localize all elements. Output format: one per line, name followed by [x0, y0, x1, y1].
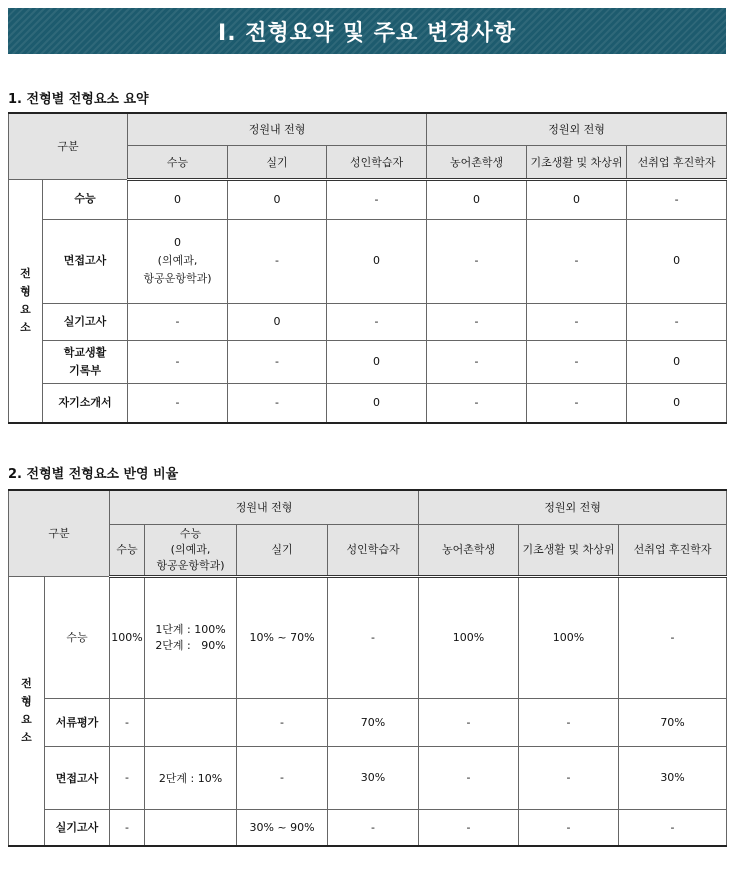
- column-header-line: 선취업 후진학자: [633, 542, 712, 556]
- side-label-char: 형: [21, 694, 32, 708]
- group-in-header: 정원내 전형: [128, 113, 427, 145]
- table-cell: -: [328, 576, 419, 698]
- side-label-char: 전: [20, 266, 31, 280]
- table-cell-empty: [145, 809, 237, 846]
- column-header: 성인학습자: [327, 145, 427, 179]
- cell-line: (의예과,: [157, 254, 198, 267]
- table-cell: -: [419, 746, 519, 809]
- page-banner: [8, 8, 726, 54]
- gubun-header: 구분: [9, 113, 128, 179]
- section1-title: 1. 전형별 전형요소 요약: [8, 92, 149, 107]
- table-cell: -: [237, 698, 328, 746]
- table-cell: [327, 340, 427, 383]
- column-header: [237, 524, 328, 576]
- cell-line: 0: [174, 236, 182, 249]
- cell-line: 0: [174, 192, 182, 206]
- table-cell: -: [519, 746, 619, 809]
- table-cell: [128, 340, 228, 383]
- table-cell: [627, 383, 727, 423]
- row-label: 서류평가: [45, 698, 110, 746]
- column-header-line: (의예과,: [170, 542, 211, 556]
- column-header: 실기: [228, 145, 327, 179]
- cell-line: -: [175, 354, 180, 368]
- table-cell: 100%: [519, 576, 619, 698]
- table-cell: 10% ~ 70%: [237, 576, 328, 698]
- column-header: [619, 524, 727, 576]
- table-cell: [427, 179, 527, 219]
- column-header-line: 성인학습자: [346, 542, 400, 556]
- table-cell: 70%: [328, 698, 419, 746]
- table-cell: [145, 576, 237, 698]
- table-cell: [228, 219, 327, 303]
- table-cell: [627, 303, 727, 340]
- column-header: [110, 524, 145, 576]
- row-label-line: 수능: [74, 192, 96, 205]
- table-cell: [627, 179, 727, 219]
- side-label-char: 요: [20, 302, 31, 316]
- side-label-char: 소: [21, 730, 32, 744]
- cell-line: 0: [473, 192, 481, 206]
- table-cell: -: [110, 809, 145, 846]
- cell-line: -: [574, 314, 579, 328]
- table-cell: [128, 303, 228, 340]
- table-cell: [427, 219, 527, 303]
- table-cell: 2단계 : 10%: [145, 746, 237, 809]
- table-cell: -: [110, 698, 145, 746]
- row-label: [43, 303, 128, 340]
- column-header: [145, 524, 237, 576]
- table-cell: [427, 303, 527, 340]
- table-cell: -: [519, 809, 619, 846]
- side-label-char: 형: [20, 284, 31, 298]
- ratio-table: [8, 489, 727, 847]
- table-cell: [128, 383, 228, 423]
- side-label-char: 요: [21, 712, 32, 726]
- cell-line: -: [574, 254, 579, 267]
- cell-line: -: [175, 314, 180, 328]
- cell-line: 0: [373, 254, 381, 267]
- table-cell: [128, 179, 228, 219]
- column-header-line: 기초생활 및 차상위: [522, 542, 615, 556]
- table-cell: [228, 303, 327, 340]
- table-cell: [327, 219, 427, 303]
- cell-line: 0: [673, 354, 681, 368]
- cell-line: 항공운항학과): [143, 272, 212, 285]
- table-cell: -: [237, 746, 328, 809]
- cell-line: -: [474, 314, 479, 328]
- column-header: 선취업 후진학자: [627, 145, 727, 179]
- column-header: [419, 524, 519, 576]
- cell-line: 0: [673, 254, 681, 267]
- column-header-line: 농어촌학생: [441, 542, 496, 556]
- row-label: [43, 340, 128, 383]
- table-cell: [327, 179, 427, 219]
- row-label: 실기고사: [45, 809, 110, 846]
- table-cell: -: [328, 809, 419, 846]
- cell-line: 1단계 : 100%: [155, 622, 226, 636]
- cell-line: -: [374, 314, 379, 328]
- table-cell: 70%: [619, 698, 727, 746]
- cell-line: -: [474, 395, 479, 409]
- side-label: [9, 179, 43, 423]
- row-label-line: 자기소개서: [58, 395, 112, 409]
- column-header: 기초생활 및 차상위: [527, 145, 627, 179]
- cell-line: 0: [373, 354, 381, 368]
- table-cell: 30%: [619, 746, 727, 809]
- cell-line: -: [374, 192, 379, 206]
- side-label: [9, 576, 45, 846]
- cell-line: -: [674, 192, 679, 206]
- row-label-line: 실기고사: [63, 314, 107, 328]
- row-label: 면접고사: [45, 746, 110, 809]
- row-label: [43, 383, 128, 423]
- row-label: [43, 179, 128, 219]
- table-cell: [527, 219, 627, 303]
- cell-line: 0: [273, 192, 281, 206]
- table-cell: 30% ~ 90%: [237, 809, 328, 846]
- cell-line: -: [175, 395, 180, 409]
- table-cell: [228, 340, 327, 383]
- column-header: 수능: [128, 145, 228, 179]
- row-label: [43, 219, 128, 303]
- table-cell: [627, 219, 727, 303]
- table-cell: [527, 383, 627, 423]
- table-cell: [527, 303, 627, 340]
- cell-line: 0: [573, 192, 581, 206]
- side-label-char: 소: [20, 320, 31, 334]
- table-cell: [228, 383, 327, 423]
- table-cell: [327, 383, 427, 423]
- banner-title: Ⅰ. 전형요약 및 주요 변경사항: [218, 20, 516, 46]
- cell-line: -: [474, 354, 479, 368]
- group-in-header: 정원내 전형: [110, 490, 419, 524]
- cell-line: -: [275, 254, 279, 267]
- section2-title: 2. 전형별 전형요소 반영 비율: [8, 467, 179, 482]
- table-cell: -: [619, 809, 727, 846]
- table-cell: [427, 340, 527, 383]
- table-cell: -: [110, 746, 145, 809]
- table-cell: [228, 179, 327, 219]
- column-header: 농어촌학생: [427, 145, 527, 179]
- cell-line: -: [574, 354, 579, 368]
- table-cell: -: [419, 698, 519, 746]
- column-header-line: 항공운항학과): [156, 558, 225, 572]
- table-cell: [527, 340, 627, 383]
- table-cell: [327, 303, 427, 340]
- table-cell: 30%: [328, 746, 419, 809]
- row-label-line: 기록부: [69, 363, 101, 377]
- column-header-line: 실기: [271, 542, 293, 556]
- summary-table: [8, 112, 727, 424]
- table-cell: [627, 340, 727, 383]
- row-label: 수능: [45, 576, 110, 698]
- group-out-header: 정원외 전형: [427, 113, 727, 145]
- cell-line: 0: [273, 314, 281, 328]
- cell-line: 2단계 : 90%: [155, 638, 226, 652]
- table-cell: -: [519, 698, 619, 746]
- table-cell: 100%: [419, 576, 519, 698]
- row-label-line: 면접고사: [63, 254, 107, 267]
- table-cell: [128, 219, 228, 303]
- gubun-header: 구분: [9, 490, 110, 576]
- cell-line: 0: [673, 395, 681, 409]
- cell-line: -: [674, 314, 679, 328]
- table-cell: -: [419, 809, 519, 846]
- column-header-line: 수능: [179, 526, 202, 540]
- table-cell: [527, 179, 627, 219]
- column-header: [328, 524, 419, 576]
- cell-line: -: [574, 395, 579, 409]
- column-header: [519, 524, 619, 576]
- table-cell: -: [619, 576, 727, 698]
- table-cell: [427, 383, 527, 423]
- group-out-header: 정원외 전형: [419, 490, 727, 524]
- cell-line: -: [474, 254, 479, 267]
- row-label-line: 학교생활: [63, 345, 107, 359]
- column-header-line: 수능: [116, 542, 138, 556]
- cell-line: -: [275, 395, 279, 409]
- table-cell-empty: [145, 698, 237, 746]
- side-label-char: 전: [21, 676, 32, 690]
- table-cell: 100%: [110, 576, 145, 698]
- cell-line: -: [275, 354, 279, 368]
- cell-line: 0: [373, 395, 381, 409]
